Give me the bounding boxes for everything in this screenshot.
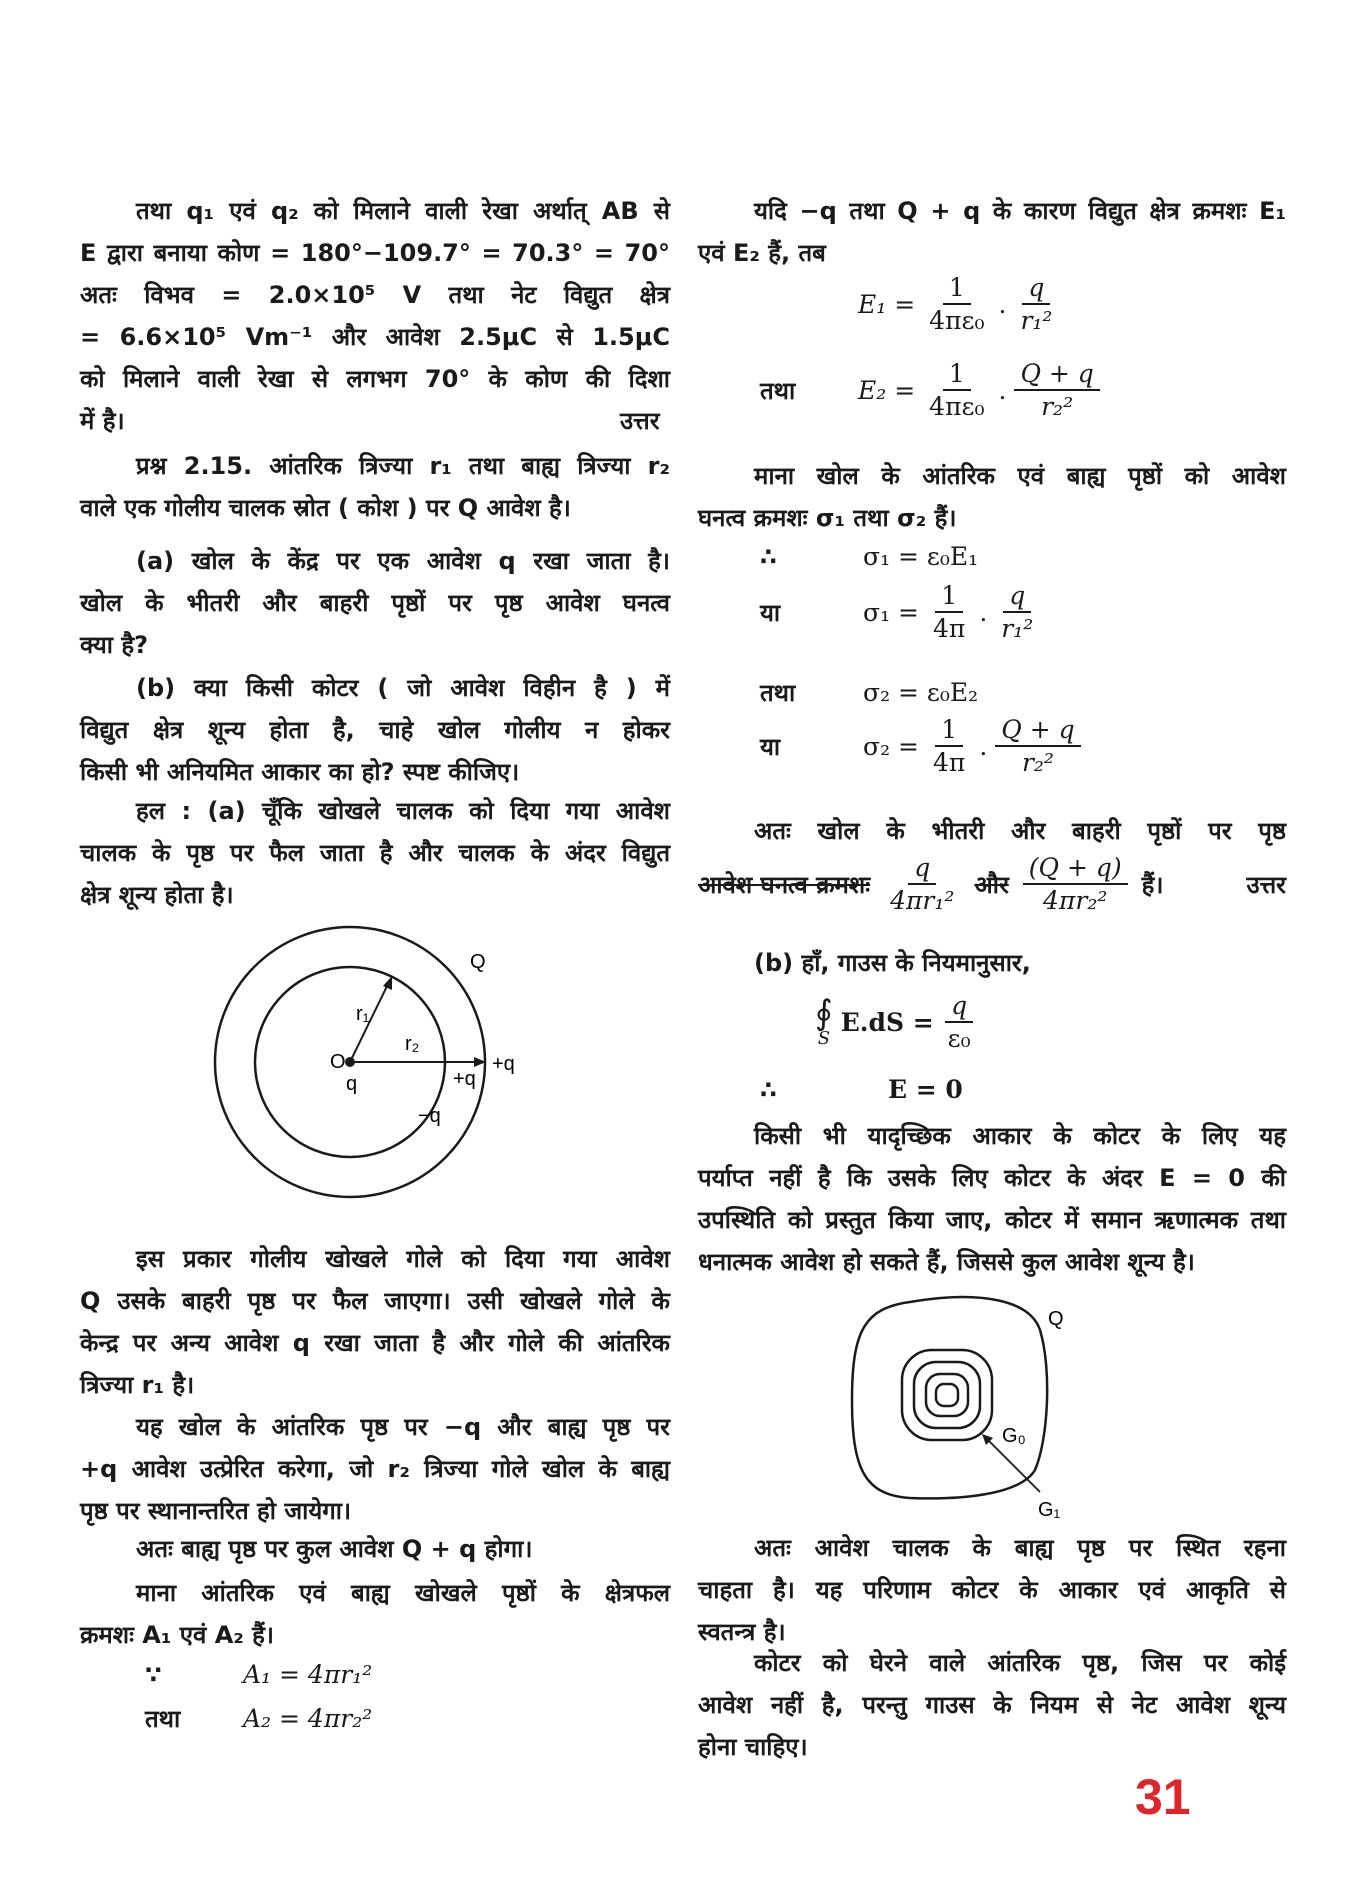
text-line: यह खोल के आंतरिक पृष्ठ पर −q और बाह्य पृष्ठ पर — [136, 1413, 670, 1441]
numerator: q — [1022, 272, 1050, 305]
cavity-contour-1 — [902, 1350, 992, 1440]
dot-operator: . — [979, 597, 988, 627]
label-G1: G₁ — [1038, 1499, 1061, 1520]
equation-E2 — [760, 358, 1100, 423]
numerator: 1 — [935, 580, 963, 613]
fraction — [923, 272, 990, 337]
text-line: (a) खोल के केंद्र पर एक आवेश q रखा जाता है। — [136, 547, 670, 575]
paragraph-induced-charge — [80, 1406, 670, 1532]
text-fragment: हैं। — [1141, 870, 1164, 899]
label-q: q — [346, 1073, 358, 1095]
numerator: Q + q — [995, 714, 1080, 747]
denominator: r₁² — [1020, 306, 1053, 336]
equation-expr: E = 0 — [888, 1075, 963, 1104]
denominator: r₂² — [1021, 748, 1054, 778]
contour-integral-icon: ∮ — [815, 993, 833, 1034]
fraction — [995, 714, 1080, 779]
label-Q: Q — [1048, 1308, 1064, 1330]
equation-E-zero — [760, 1075, 963, 1104]
text-line: वाले एक गोलीय चालक स्रोत ( कोश ) पर Q आवेश है। — [80, 494, 571, 522]
numerator: 1 — [943, 358, 971, 391]
question-2-15 — [80, 445, 670, 529]
text-line: उपस्थिति को प्रस्तुत किया जाए, कोटर में समान ऋणात्मक तथा — [698, 1206, 1286, 1234]
denominator: 4πr₁² — [890, 886, 955, 916]
label-O: O — [330, 1051, 346, 1073]
solution-part-b: (b) हाँ, गाउस के नियमानुसार, — [754, 949, 1031, 977]
arrowhead-r1 — [383, 976, 392, 990]
label-G0: G₀ — [1002, 1425, 1026, 1447]
fraction — [995, 580, 1039, 645]
equation-lhs: σ₂ = — [863, 731, 919, 761]
text-line: खोल के भीतरी और बाहरी पृष्ठों पर पृष्ठ आवेश घनत्व — [80, 589, 670, 617]
equation-sigma2-a — [760, 676, 978, 709]
numerator: q — [945, 990, 973, 1023]
fraction — [884, 852, 960, 917]
text-line: पर्याप्त नहीं है कि उसके लिए कोटर के अंदर E = 0 की — [698, 1164, 1286, 1192]
dot-operator: . — [979, 731, 988, 761]
text-line: क्या है? — [80, 631, 148, 659]
text-line: माना आंतरिक एवं बाह्य खोखले पृष्ठों के क्षेत्रफल — [136, 1579, 670, 1607]
paragraph-arbitrary-cavity — [698, 1115, 1286, 1283]
cavity-contour-3 — [926, 1374, 968, 1416]
equation-sigma1-a — [760, 542, 978, 571]
denominator: ε₀ — [947, 1024, 971, 1054]
numerator: (Q + q) — [1023, 852, 1128, 885]
text-line: आवेश नहीं है, परन्तु गाउस के नियम से नेट आवेश शून्य — [698, 1691, 1286, 1719]
page-number: 31 — [1135, 1769, 1191, 1825]
text-line: क्रमशः A₁ एवं A₂ हैं। — [80, 1621, 275, 1649]
equation-label: या — [760, 732, 781, 761]
text-line: तथा q₁ एवं q₂ को मिलाने वाली रेखा अर्थात् AB से — [136, 197, 670, 225]
therefore-symbol: ∴ — [760, 542, 777, 571]
numerator: 1 — [943, 272, 971, 305]
denominator: 4πr₂² — [1043, 886, 1108, 916]
text-line: अतः आवेश चालक के बाह्य पृष्ठ पर स्थित रहना — [754, 1534, 1286, 1562]
equation-lhs: E₂ = — [858, 375, 916, 405]
equation-label: या — [760, 598, 781, 627]
text-line: प्रश्न 2.15. आंतरिक त्रिज्या r₁ तथा बाह्य त्रिज्या r₂ — [136, 452, 670, 480]
numerator: 1 — [935, 714, 963, 747]
text-line: माना खोल के आंतरिक एवं बाह्य पृष्ठों को आवेश — [754, 462, 1286, 490]
equation-sigma1-b — [760, 580, 1039, 645]
text-line: अतः बाह्य पृष्ठ पर कुल आवेश Q + q होगा। — [136, 1535, 533, 1563]
paragraph-total-charge — [80, 1528, 670, 1570]
text-line: घनत्व क्रमशः σ₁ तथा σ₂ हैं। — [698, 504, 957, 532]
therefore-symbol: ∴ — [760, 1075, 777, 1104]
denominator: 4πε₀ — [929, 392, 985, 422]
text-line: कोटर को घेरने वाले आंतरिक पृष्ठ, जिस पर कोई — [754, 1649, 1286, 1677]
dot-operator: . — [998, 375, 1007, 405]
solution-part-a — [80, 790, 670, 916]
numerator: q — [908, 852, 936, 885]
equation-label: तथा — [145, 1705, 181, 1733]
denominator: 4π — [932, 748, 966, 778]
fraction — [923, 358, 990, 423]
paragraph-charge-spread — [80, 1238, 670, 1406]
paragraph-inner-surface — [698, 1642, 1286, 1768]
figure-concentric-shell — [200, 910, 520, 1220]
label-plus-q-outer: +q — [492, 1053, 515, 1075]
paragraph-fields — [698, 190, 1286, 274]
fraction — [1023, 852, 1128, 917]
text-line: अतः विभव = 2.0×10⁵ V तथा नेट विद्युत क्षेत्र — [80, 281, 670, 309]
text-line: Q उसके बाहरी पृष्ठ पर फैल जाएगा। उसी खोखले गोले के — [80, 1287, 670, 1315]
answer-marker: उत्तर — [620, 407, 660, 435]
label-r2: r₂ — [405, 1033, 420, 1055]
text-line: एवं E₂ हैं, तब — [698, 239, 826, 267]
equation-A2-expr: A₂ = 4πr₂² — [243, 1704, 373, 1733]
text-line: किसी भी यादृच्छिक आकार के कोटर के लिए यह — [754, 1122, 1286, 1150]
numerator: Q + q — [1014, 358, 1099, 391]
text-line: केन्द्र पर अन्य आवेश q रखा जाता है और गोले की आंतरिक — [80, 1329, 670, 1357]
label-r1: r₁ — [356, 1003, 370, 1025]
text-line: अतः खोल के भीतरी और बाहरी पृष्ठों पर पृष्ठ — [754, 817, 1286, 845]
text-fragment: आवेश घनत्व क्रमशः — [698, 870, 871, 899]
cavity-contour-2 — [914, 1362, 980, 1428]
numerator: q — [1003, 580, 1031, 613]
text-line: स्वतन्त्र है। — [698, 1618, 786, 1646]
label-plus-q-inner: +q — [453, 1068, 476, 1090]
denominator: r₂² — [1041, 392, 1074, 422]
denominator: 4πε₀ — [929, 306, 985, 336]
density-result-line — [698, 852, 1286, 917]
equation-lhs: E₁ = — [858, 289, 916, 319]
text-fragment: और — [974, 870, 1009, 899]
equation-A1 — [145, 1660, 372, 1689]
fraction — [1014, 272, 1058, 337]
denominator: 4π — [932, 614, 966, 644]
equation-label: तथा — [760, 376, 796, 405]
cavity-contour-4 — [936, 1384, 958, 1406]
paragraph-angle-result — [80, 190, 670, 442]
outer-conductor-surface — [852, 1297, 1047, 1498]
text-line: पृष्ठ पर स्थानान्तरित हो जायेगा। — [80, 1497, 352, 1525]
text-line: हल : (a) चूँकि खोखले चालक को दिया गया आवेश — [136, 797, 670, 825]
equation-A1-expr: A₁ = 4πr₁² — [243, 1660, 373, 1689]
equation-lhs: σ₁ = — [863, 597, 919, 627]
text-line: धनात्मक आवेश हो सकते हैं, जिससे कुल आवेश शून्य है। — [698, 1248, 1195, 1276]
equation-label: तथा — [760, 679, 796, 707]
text-line: +q आवेश उत्प्रेरित करेगा, जो r₂ त्रिज्या गोले खोल के बाह्य — [80, 1455, 670, 1483]
fraction — [927, 580, 971, 645]
because-symbol: ∵ — [145, 1660, 162, 1689]
text-line: क्षेत्र शून्य होता है। — [80, 881, 234, 909]
text-line: को मिलाने वाली रेखा से लगभग 70° के कोण की दिशा — [80, 365, 670, 393]
text-line: चालक के पृष्ठ पर फैल जाता है और चालक के अंदर विद्युत — [80, 839, 670, 867]
paragraph-surface-density — [698, 455, 1286, 539]
fraction — [942, 990, 977, 1055]
surface-label: S — [817, 1028, 831, 1050]
equation-gauss-law — [815, 990, 977, 1055]
equation-lhs: E.dS = — [840, 1007, 934, 1037]
text-line: चाहता है। यह परिणाम कोटर के आकार एवं आकृति से — [698, 1576, 1286, 1604]
text-line: (b) क्या किसी कोटर ( जो आवेश विहीन है ) में — [136, 674, 670, 702]
text-line: विद्युत क्षेत्र शून्य होता है, चाहे खोल गोलीय न होकर — [80, 716, 670, 744]
paragraph-density-result — [698, 810, 1286, 852]
equation-expr: σ₁ = ε₀E₁ — [863, 542, 979, 571]
equation-expr: σ₂ = ε₀E₂ — [863, 678, 979, 707]
figure-irregular-cavity — [840, 1290, 1100, 1520]
denominator: r₁² — [1001, 614, 1034, 644]
equation-E1 — [858, 272, 1058, 337]
fraction — [927, 714, 971, 779]
label-Q: Q — [470, 951, 486, 973]
fraction — [1014, 358, 1099, 423]
text-line: होना चाहिए। — [698, 1733, 808, 1761]
text-line: त्रिज्या r₁ है। — [80, 1371, 195, 1399]
text-line: यदि −q तथा Q + q के कारण विद्युत क्षेत्र क्रमशः E₁ — [754, 197, 1286, 225]
text-line: = 6.6×10⁵ Vm⁻¹ और आवेश 2.5μC से 1.5μC — [80, 323, 670, 351]
equation-A2 — [145, 1702, 372, 1735]
question-part-b — [80, 667, 670, 793]
text-line: E द्वारा बनाया कोण = 180°−109.7° = 70.3° = 70° — [80, 239, 670, 267]
paragraph-areas — [80, 1572, 670, 1656]
question-part-a — [80, 540, 670, 666]
text-line: किसी भी अनियमित आकार का हो? स्पष्ट कीजिए। — [80, 758, 520, 786]
equation-sigma2-b — [760, 714, 1081, 779]
dot-operator: . — [998, 289, 1007, 319]
paragraph-charge-outer-surface — [698, 1527, 1286, 1653]
answer-marker: उत्तर — [1246, 870, 1286, 899]
text-line: इस प्रकार गोलीय खोखले गोले को दिया गया आवेश — [136, 1245, 670, 1273]
label-minus-q: −q — [418, 1105, 441, 1127]
text-line: में है। — [80, 407, 125, 435]
